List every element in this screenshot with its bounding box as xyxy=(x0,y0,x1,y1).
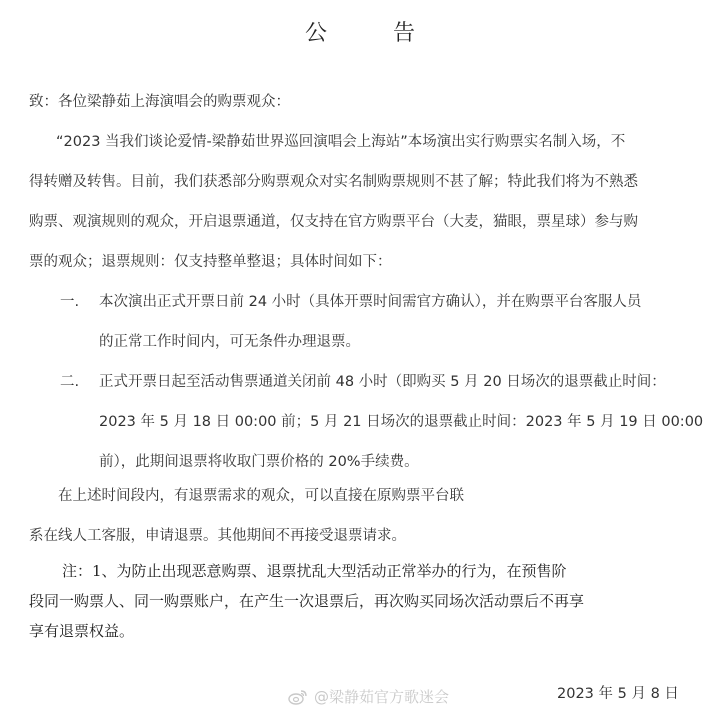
note-line-2: 段同一购票人、同一购票账户，在产生一次退票后，再次购买同场次活动票后不再享 xyxy=(29,592,585,610)
watermark xyxy=(288,686,449,707)
note-line-1: 注：1、为防止出现恶意购票、退票扰乱大型活动正常举办的行为，在预售阶 xyxy=(62,562,567,580)
rule-1-marker: 一. xyxy=(60,294,80,310)
weibo-icon xyxy=(288,689,308,705)
rule-1-line-2: 的正常工作时间内，可无条件办理退票。 xyxy=(99,334,360,350)
intro-line-3: 购票、观演规则的观众，开启退票通道，仅支持在官方购票平台（大麦，猫眼，票星球）参与购 xyxy=(29,214,638,230)
salutation: 致：各位梁静茹上海演唱会的购票观众： xyxy=(29,94,290,110)
rule-2-line-1: 正式开票日起至活动售票通道关闭前 48 小时（即购买 5 月 20 日场次的退票截止时间： xyxy=(99,374,666,390)
rule-2-line-3: 前），此期间退票将收取门票价格的 20%手续费。 xyxy=(99,454,419,470)
note-line-3: 享有退票权益。 xyxy=(29,622,135,640)
rule-2-line-2: 2023 年 5 月 18 日 00:00 前；5 月 21 日场次的退票截止时间：2023 年 5 月 19 日 00:00 xyxy=(99,414,704,430)
intro-line-4: 票的观众；退票规则：仅支持整单整退；具体时间如下： xyxy=(29,254,392,270)
intro-line-1: “2023 当我们谈论爱情-梁静茹世界巡回演唱会上海站”本场演出实行购票实名制入场，不 xyxy=(56,134,626,150)
contact-line-1: 在上述时间段内，有退票需求的观众，可以直接在原购票平台联 xyxy=(58,488,464,504)
announcement-date: 2023 年 5 月 8 日 xyxy=(557,686,679,702)
watermark-text: @梁静茹官方歌迷会 xyxy=(314,688,450,706)
rule-2-marker: 二. xyxy=(60,374,80,390)
page-title: 公 告 xyxy=(304,21,437,46)
rule-1-line-1: 本次演出正式开票日前 24 小时（具体开票时间需官方确认），并在购票平台客服人员 xyxy=(99,294,642,310)
contact-line-2: 系在线人工客服，申请退票。其他期间不再接受退票请求。 xyxy=(29,528,406,544)
intro-line-2: 得转赠及转售。目前，我们获悉部分购票观众对实名制购票规则不甚了解；特此我们将为不熟悉 xyxy=(29,174,638,190)
